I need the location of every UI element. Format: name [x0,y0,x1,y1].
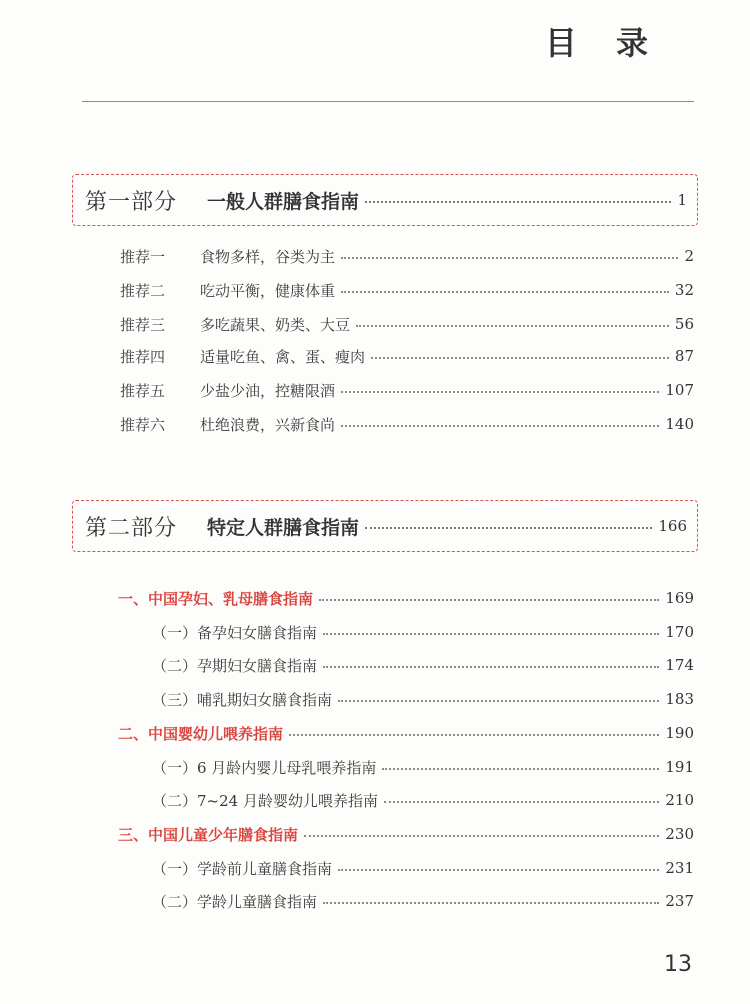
subsection-title: （一）6 月龄内婴儿母乳喂养指南 [152,758,377,777]
leader-dots [338,869,659,871]
subsection-title: （二）学龄儿童膳食指南 [152,892,318,911]
page-ref: 169 [665,589,694,607]
toc-section-children[interactable] [118,820,694,848]
leader-dots [365,527,652,529]
subsection-title: （二）7~24 月龄婴幼儿喂养指南 [152,791,378,810]
toc-section-pregnant-lactating[interactable] [118,584,694,612]
leader-dots [384,801,659,803]
leader-dots [365,201,671,203]
leader-dots [341,425,659,427]
entry-text: 少盐少油，控糖限酒 [200,381,336,400]
page-ref: 231 [665,859,694,877]
leader-dots [371,357,669,359]
part-two-header[interactable] [72,500,698,552]
leader-dots [319,599,659,601]
page-ref: 183 [665,690,694,708]
section-title: 三、中国儿童少年膳食指南 [118,825,299,844]
page-ref: 191 [665,758,694,776]
leader-dots [323,902,659,904]
page-ref: 1 [677,191,687,209]
page-ref: 166 [658,517,687,535]
leader-dots [323,633,659,635]
toc-subsection[interactable] [152,887,694,915]
part-number: 第二部分 [85,515,178,541]
entry-label: 推荐一 [120,247,166,266]
toc-subsection[interactable] [152,685,694,713]
toc-section-infant[interactable] [118,719,694,747]
toc-subsection[interactable] [152,854,694,882]
toc-entry-rec6[interactable] [120,410,694,438]
part-number: 第一部分 [85,189,178,215]
leader-dots [304,835,659,837]
toc-subsection[interactable] [152,753,694,781]
page-ref: 170 [665,623,694,641]
section-title: 二、中国婴幼儿喂养指南 [118,724,284,743]
subsection-title: （三）哺乳期妇女膳食指南 [152,690,333,709]
leader-dots [338,700,659,702]
toc-subsection[interactable] [152,618,694,646]
entry-label: 推荐三 [120,315,166,334]
title-divider [82,101,694,102]
subsection-title: （一）备孕妇女膳食指南 [152,623,318,642]
page-ref: 230 [665,825,694,843]
entry-label: 推荐六 [120,415,166,434]
entry-label: 推荐四 [120,347,166,366]
page-ref: 190 [665,724,694,742]
entry-label: 推荐二 [120,281,166,300]
page-title: 目 录 [544,24,662,62]
subsection-title: （一）学龄前儿童膳食指南 [152,859,333,878]
toc-entry-rec4[interactable] [120,342,694,370]
entry-text: 食物多样，谷类为主 [200,247,336,266]
part-title: 特定人群膳食指南 [207,516,360,539]
page-ref: 2 [684,247,694,265]
leader-dots [341,257,678,259]
leader-dots [289,734,659,736]
toc-entry-rec3[interactable] [120,310,694,338]
entry-text: 杜绝浪费，兴新食尚 [200,415,336,434]
entry-label: 推荐五 [120,381,166,400]
part-one-header[interactable] [72,174,698,226]
subsection-title: （二）孕期妇女膳食指南 [152,656,318,675]
part-title: 一般人群膳食指南 [207,190,360,213]
leader-dots [341,291,669,293]
page-number: 13 [664,952,692,977]
page-ref: 87 [674,347,694,365]
page-ref: 140 [665,415,694,433]
leader-dots [323,666,659,668]
toc-entry-rec5[interactable] [120,376,694,404]
page-ref: 237 [665,892,694,910]
toc-subsection[interactable] [152,651,694,679]
entry-text: 多吃蔬果、奶类、大豆 [200,315,351,334]
page-ref: 32 [674,281,694,299]
toc-entry-rec1[interactable] [120,242,694,270]
leader-dots [382,768,659,770]
toc-subsection[interactable] [152,786,694,814]
page-ref: 107 [665,381,694,399]
leader-dots [341,391,659,393]
entry-text: 适量吃鱼、禽、蛋、瘦肉 [200,347,366,366]
leader-dots [356,325,669,327]
page-ref: 210 [665,791,694,809]
page-ref: 174 [665,656,694,674]
entry-text: 吃动平衡，健康体重 [200,281,336,300]
section-title: 一、中国孕妇、乳母膳食指南 [118,589,314,608]
toc-entry-rec2[interactable] [120,276,694,304]
page-ref: 56 [674,315,694,333]
